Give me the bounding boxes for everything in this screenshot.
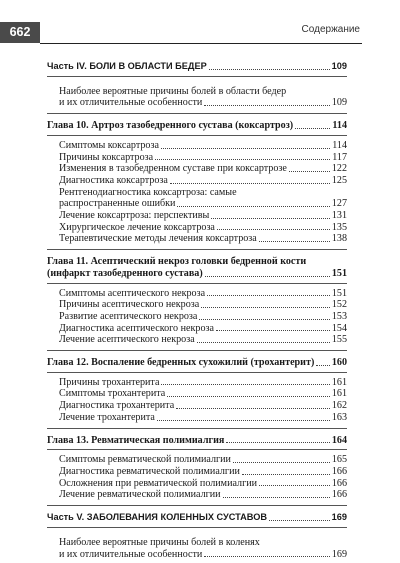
- toc-entry-xray[interactable]: [47, 187, 347, 210]
- separator: [47, 350, 347, 351]
- toc-label: Наиболее вероятные причины болей в коленях: [59, 536, 260, 548]
- toc-page: 152: [331, 299, 347, 311]
- toc-entry[interactable]: [47, 175, 347, 187]
- leader-dots: [161, 148, 330, 149]
- toc-page: 122: [331, 163, 347, 175]
- toc-label: распространенные ошибки: [59, 198, 176, 210]
- toc-title: Глава 10. Артроз тазобедренного сустава (коксартроз): [47, 120, 294, 132]
- toc-title: (инфаркт тазобедренного сустава): [47, 267, 203, 279]
- leader-dots: [157, 420, 330, 421]
- toc-page: 114: [332, 120, 347, 132]
- toc-entry[interactable]: [47, 377, 347, 389]
- toc-label: Симптомы ревматической полимиалгии: [59, 454, 231, 466]
- leader-dots: [216, 330, 330, 331]
- toc-title: Глава 11. Асептический некроз головки бедренной кости: [47, 256, 307, 268]
- toc-page: 162: [331, 400, 347, 412]
- leader-dots: [204, 105, 330, 106]
- toc-page: 117: [332, 151, 347, 163]
- toc-chapter-13[interactable]: [47, 435, 347, 447]
- toc-title: Часть IV. БОЛИ В ОБЛАСТИ БЕДЕР: [47, 61, 207, 71]
- toc-label: Изменения в тазобедренном суставе при коксартрозе: [59, 163, 287, 175]
- toc-page: 109: [331, 61, 347, 71]
- toc-entry[interactable]: [47, 489, 347, 501]
- leader-dots: [170, 183, 330, 184]
- toc-page: 166: [331, 465, 347, 477]
- leader-dots: [233, 462, 330, 463]
- toc-entry[interactable]: [47, 233, 347, 245]
- toc-label: Хирургическое лечение коксартроза: [59, 221, 215, 233]
- toc-page: 166: [331, 489, 347, 501]
- toc-page: 169: [331, 512, 347, 523]
- toc-page: 154: [331, 322, 347, 334]
- toc-label: Диагностика коксартроза: [59, 174, 168, 186]
- leader-dots: [259, 485, 330, 486]
- leader-dots: [199, 319, 329, 320]
- toc-entry[interactable]: [47, 412, 347, 424]
- leader-dots: [211, 218, 330, 219]
- leader-dots: [217, 229, 330, 230]
- toc-page: 125: [331, 174, 347, 186]
- toc-label: Лечение ревматической полимиалгии: [59, 489, 221, 501]
- leader-dots: [204, 556, 330, 557]
- toc-page: 151: [331, 267, 347, 279]
- toc-entry[interactable]: [47, 454, 347, 466]
- toc-page: 127: [331, 198, 347, 210]
- toc-label: Лечение коксартроза: перспективы: [59, 210, 210, 222]
- toc-label: и их отличительные особенности: [59, 97, 203, 109]
- toc-label: Осложнения при ревматической полимиалгии: [59, 477, 258, 489]
- toc-entry[interactable]: [47, 334, 347, 346]
- leader-dots: [259, 241, 330, 242]
- leader-dots: [207, 295, 330, 296]
- toc-page: 155: [331, 334, 347, 346]
- leader-dots: [316, 365, 330, 366]
- toc-label: Причины коксартроза: [59, 151, 154, 163]
- toc-label: Наиболее вероятные причины болей в области бедер: [59, 85, 287, 97]
- separator: [47, 428, 347, 429]
- toc-entry[interactable]: [47, 311, 347, 323]
- leader-dots: [177, 206, 329, 207]
- leader-dots: [167, 396, 330, 397]
- toc-entry[interactable]: [47, 400, 347, 412]
- leader-dots: [269, 520, 330, 521]
- toc-label: Лечение асептического некроза: [59, 334, 195, 346]
- toc-label: Диагностика асептического некроза: [59, 322, 214, 334]
- separator: [47, 113, 347, 114]
- toc-part-5[interactable]: [47, 512, 347, 524]
- toc-page: 109: [331, 97, 347, 109]
- leader-dots: [223, 497, 330, 498]
- toc-entry[interactable]: [47, 288, 347, 300]
- toc-title: Глава 12. Воспаление бедренных сухожилий (трохантерит): [47, 357, 315, 369]
- page-number: 662: [0, 22, 40, 43]
- toc-part-4[interactable]: [47, 61, 347, 73]
- toc-label: Симптомы асептического некроза: [59, 287, 206, 299]
- toc-entry[interactable]: [47, 323, 347, 335]
- toc-label: Симптомы трохантерита: [59, 388, 166, 400]
- toc-page: 164: [331, 434, 347, 446]
- toc-title: Глава 13. Ревматическая полимиалгия: [47, 434, 225, 446]
- toc-page: 165: [331, 454, 347, 466]
- leader-dots: [242, 474, 330, 475]
- page-header: [0, 0, 400, 44]
- toc-entry[interactable]: [47, 140, 347, 152]
- toc-page: 169: [331, 548, 347, 560]
- leader-dots: [176, 408, 330, 409]
- toc-label: Рентгенодиагностика коксартроза: самые: [59, 186, 237, 198]
- leader-dots: [295, 128, 330, 129]
- toc-page: 166: [331, 477, 347, 489]
- toc-chapter-12[interactable]: [47, 357, 347, 369]
- leader-dots: [209, 69, 330, 70]
- toc-entry-part4-intro[interactable]: [47, 86, 347, 109]
- leader-dots: [155, 159, 330, 160]
- header-rule: [40, 43, 362, 44]
- section-title: Содержание: [301, 24, 360, 35]
- toc-entry[interactable]: [47, 222, 347, 234]
- toc-page: 160: [331, 357, 347, 369]
- toc-label: Диагностика трохантерита: [59, 400, 175, 412]
- toc-page: 138: [331, 233, 347, 245]
- toc-entry[interactable]: [47, 466, 347, 478]
- leader-dots: [197, 342, 330, 343]
- toc-page: 153: [331, 310, 347, 322]
- leader-dots: [161, 384, 329, 385]
- toc-label: Терапевтические методы лечения коксартроза: [59, 233, 257, 245]
- leader-dots: [201, 307, 330, 308]
- toc-page: 161: [331, 376, 347, 388]
- toc-page: 163: [331, 411, 347, 423]
- toc-label: Причины трохантерита: [59, 376, 160, 388]
- toc-label: Лечение трохантерита: [59, 411, 155, 423]
- toc-label: Диагностика ревматической полимиалгии: [59, 465, 240, 477]
- leader-dots: [289, 171, 330, 172]
- toc-chapter-11[interactable]: [47, 256, 347, 279]
- toc-label: Причины асептического некроза: [59, 299, 200, 311]
- toc-label: Развитие асептического некроза: [59, 310, 198, 322]
- toc-entry[interactable]: [47, 388, 347, 400]
- toc-entry[interactable]: [47, 210, 347, 222]
- toc-page: 151: [331, 287, 347, 299]
- toc-page: 114: [332, 139, 347, 151]
- separator: [47, 505, 347, 506]
- toc-entry[interactable]: [47, 163, 347, 175]
- toc-entry-part5-intro[interactable]: [47, 537, 347, 560]
- toc-entry[interactable]: [47, 152, 347, 164]
- toc-entry[interactable]: [47, 299, 347, 311]
- toc-label: и их отличительные особенности: [59, 548, 203, 560]
- leader-dots: [205, 276, 330, 277]
- toc-label: Симптомы коксартроза: [59, 139, 159, 151]
- leader-dots: [226, 442, 330, 443]
- table-of-contents: [47, 56, 347, 560]
- toc-page: 135: [331, 221, 347, 233]
- toc-chapter-10[interactable]: [47, 120, 347, 132]
- toc-title: Часть V. ЗАБОЛЕВАНИЯ КОЛЕННЫХ СУСТАВОВ: [47, 512, 267, 523]
- toc-page: 161: [331, 388, 347, 400]
- toc-page: 131: [331, 210, 347, 222]
- toc-entry[interactable]: [47, 478, 347, 490]
